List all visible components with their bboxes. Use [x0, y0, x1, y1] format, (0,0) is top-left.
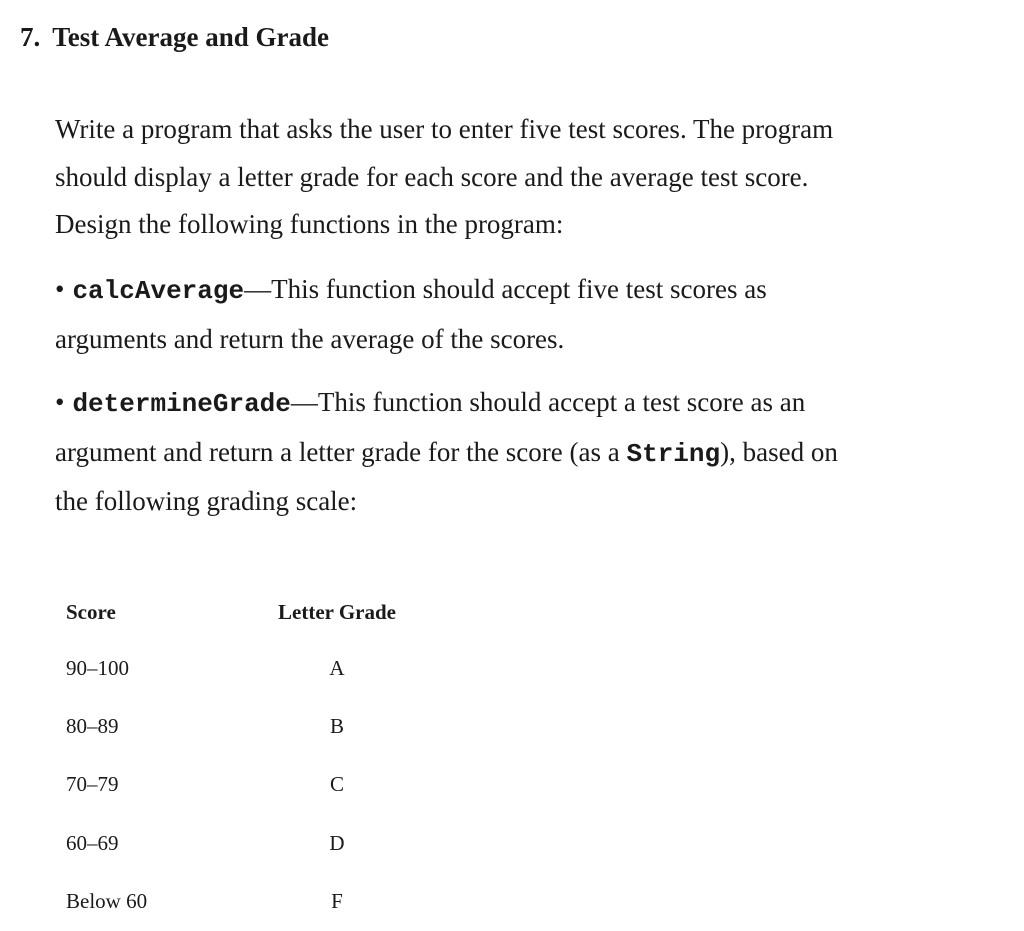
bullet-marker: • — [55, 274, 65, 304]
grade-cell: D — [329, 830, 345, 855]
score-cell: 90–100 — [66, 655, 129, 680]
table-row — [66, 814, 486, 872]
grade-cell: A — [329, 655, 345, 680]
grade-cell: C — [329, 772, 344, 797]
grade-cell: B — [329, 714, 344, 739]
bullet-determine-grade — [55, 379, 1005, 526]
score-cell: Below 60 — [66, 889, 148, 914]
intro-paragraph — [55, 106, 1005, 249]
intro-line: Design the following functions in the program: — [55, 209, 564, 239]
column-header-letter-grade: Letter Grade — [278, 599, 396, 624]
intro-line: should display a letter grade for each score and the average test score. — [55, 161, 809, 192]
bullet-text: argument and return a letter grade for the score (as a — [55, 436, 627, 467]
score-cell: 60–69 — [66, 830, 119, 855]
bullet-text: ), based on — [720, 436, 838, 467]
grade-cell: F — [331, 889, 343, 914]
intro-line: Write a program that asks the user to enter five test scores. The program — [55, 114, 834, 144]
exercise-title: Test Average and Grade — [52, 22, 329, 52]
exercise-heading — [20, 22, 329, 53]
bullet-text: arguments and return the average of the scores. — [55, 323, 565, 354]
bullet-calc-average — [55, 266, 1005, 363]
table-row — [66, 756, 486, 814]
table-row — [66, 639, 486, 697]
table-row — [66, 697, 486, 755]
bullet-text: —This function should accept five test scores as — [244, 274, 767, 304]
function-name-determine-grade: determineGrade — [72, 389, 291, 419]
type-name-string: String — [626, 438, 721, 469]
exercise-number: 7. — [20, 22, 41, 52]
score-cell: 70–79 — [66, 772, 119, 797]
grading-scale-table — [66, 585, 486, 931]
function-name-calc-average: calcAverage — [72, 276, 245, 306]
table-header-row — [66, 585, 486, 639]
table-row — [66, 873, 486, 931]
bullet-text: —This function should accept a test score as an — [290, 387, 806, 417]
bullet-marker: • — [55, 387, 65, 417]
score-cell: 80–89 — [66, 714, 119, 739]
bullet-text: the following grading scale: — [55, 486, 358, 516]
column-header-score: Score — [66, 599, 116, 624]
